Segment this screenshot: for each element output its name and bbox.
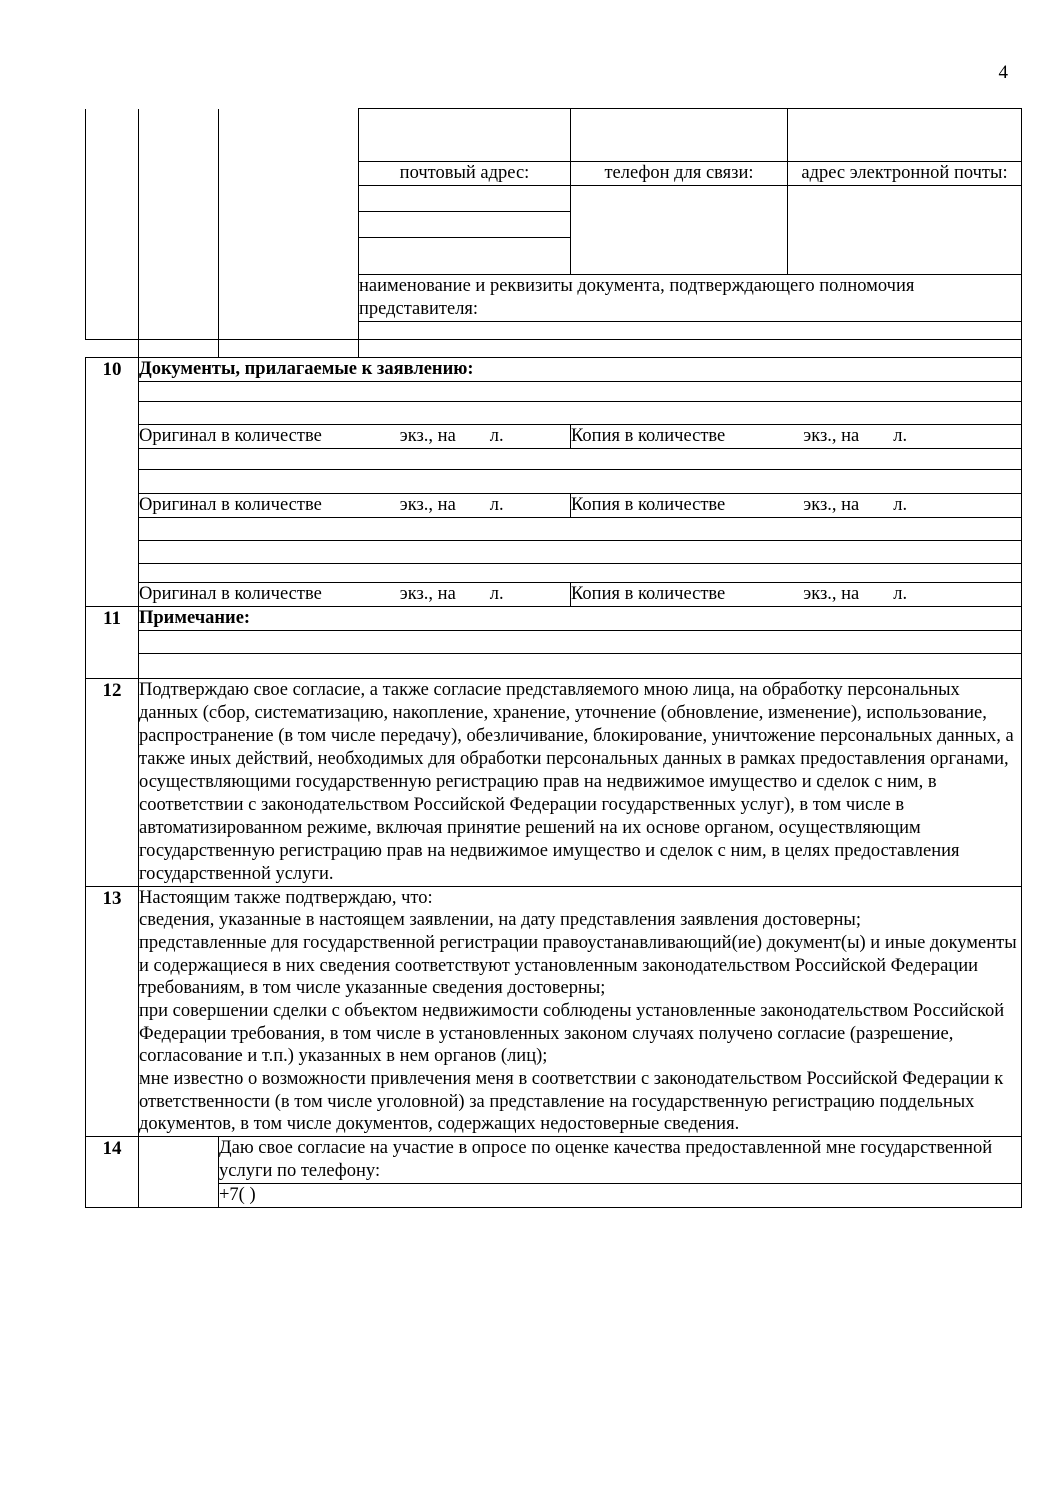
document-2-name-line-1[interactable] (139, 448, 1022, 469)
postal-address-blank-3[interactable] (359, 237, 571, 274)
section-12-row (86, 678, 1022, 886)
unit-sheets-c1: л. (893, 425, 908, 446)
page-number: 4 (998, 62, 1008, 83)
original-label: Оригинал в количестве (139, 425, 322, 446)
table-row (86, 563, 1022, 582)
copy-label: Копия в количестве (571, 425, 726, 446)
unit-sheets-3: л. (489, 583, 504, 604)
document-1-original-qty[interactable] (139, 424, 571, 448)
unit-copies-c1: экз., на (803, 425, 860, 446)
original-label: Оригинал в количестве (139, 583, 322, 604)
unit-sheets-2: л. (489, 494, 504, 515)
section-12-number: 12 (86, 678, 139, 886)
section-12-consent-text: Подтверждаю свое согласие, а также согласие представляемого мною лица, на обработку персональных данных (сбор, систематизацию, накопление, хранение, уточнение (обновление, изменение), использование, распространение (в том числе передачу), обезличивание, блокирование, уничтожение персональных данных, а также иных действий, необходимых для обработки персональных данных в рамках предоставления органами, осуществляющими государственную регистрацию прав на недвижимое имущество и сделок с ним, в соответствии с законодательством Российской Федерации государственных услуг), в том числе в автоматизированном режиме, включая принятие решений на их основе органом, осуществляющим государственную регистрацию прав на недвижимое имущество и сделок с ним, в целях предоставления государственной услуги. (139, 678, 1022, 886)
table-row (86, 653, 1022, 678)
spacer-left-c (219, 339, 359, 357)
section-14-checkbox-cell[interactable] (139, 1137, 219, 1208)
unit-copies-1: экз., на (399, 425, 456, 446)
contact-phone-input[interactable] (571, 109, 788, 162)
table-row (86, 109, 1022, 162)
representative-doc-input-2[interactable] (359, 339, 1022, 357)
spacer-left-a (86, 339, 139, 357)
survey-phone-input[interactable]: +7( ) (219, 1184, 1022, 1208)
label-column-spacer-top (219, 109, 359, 340)
postal-address-input[interactable] (359, 109, 571, 162)
row-number-spacer-top (86, 109, 139, 340)
unit-copies-2: экз., на (399, 494, 456, 515)
table-row (86, 381, 1022, 401)
representative-doc-input-1[interactable] (359, 321, 1022, 339)
section-10-number: 10 (86, 357, 139, 606)
section-11-header-row (86, 606, 1022, 630)
section-13-confirmation-block (139, 886, 1022, 1136)
table-row (86, 582, 1022, 606)
section-13-item-2: представленные для государственной регистрации правоустанавливающий(ие) документ(ы) и иные документы и содержащиеся в них сведения соответствуют установленным законодательством Российской Федерации требованиям, в том числе указанные сведения достоверны; (139, 933, 1017, 999)
unit-sheets-c2: л. (893, 494, 908, 515)
document-2-copy-qty[interactable] (571, 493, 1022, 517)
table-row (86, 448, 1022, 469)
section-14-number: 14 (86, 1137, 139, 1208)
section-13-item-4: мне известно о возможности привлечения меня в соответствии с законодательством Российской Федерации к ответственности (в том числе уголовной) за представление на государственную регистрацию поддельных документов, в том числе документов, содержащих недостоверные сведения. (139, 1069, 1004, 1135)
postal-address-blank-1[interactable] (359, 185, 571, 211)
unit-sheets-1: л. (489, 425, 504, 446)
table-row (86, 401, 1022, 424)
document-3-name-line-3[interactable] (139, 563, 1022, 582)
section-14-row (86, 1137, 1022, 1184)
section-10-title: Документы, прилагаемые к заявлению: (139, 357, 1022, 381)
email-input[interactable] (788, 109, 1022, 162)
copy-label: Копия в количестве (571, 494, 726, 515)
email-label: адрес электронной почты: (788, 162, 1022, 186)
note-input-line-1[interactable] (139, 630, 1022, 653)
section-10-header-row (86, 357, 1022, 381)
postal-address-label: почтовый адрес: (359, 162, 571, 186)
unit-sheets-c3: л. (893, 583, 908, 604)
section-11-title: Примечание: (139, 606, 1022, 630)
table-row (86, 424, 1022, 448)
section-13-item-1: сведения, указанные в настоящем заявлении, на дату представления заявления достоверны; (139, 910, 861, 931)
unit-copies-c3: экз., на (803, 583, 860, 604)
contact-phone-blank-area[interactable] (571, 185, 788, 274)
document-3-name-line-2[interactable] (139, 540, 1022, 563)
section-13-number: 13 (86, 886, 139, 1136)
document-1-name-line-1[interactable] (139, 381, 1022, 401)
document-1-name-line-2[interactable] (139, 401, 1022, 424)
section-14-survey-consent-text: Даю свое согласие на участие в опросе по оценке качества предоставленной мне государственной услуги по телефону: (219, 1137, 1022, 1184)
email-blank-area[interactable] (788, 185, 1022, 274)
original-label: Оригинал в количестве (139, 494, 322, 515)
application-form-table (85, 108, 1022, 1208)
document-1-copy-qty[interactable] (571, 424, 1022, 448)
section-13-row (86, 886, 1022, 1136)
checkbox-column-spacer-top (139, 109, 219, 340)
document-3-original-qty[interactable] (139, 582, 571, 606)
copy-label: Копия в количестве (571, 583, 726, 604)
section-13-item-3: при совершении сделки с объектом недвижимости соблюдены установленные законодательством Российской Федерации требования, в том числе в установленных законом случаях получено согласие (разрешение, согласование и т.п.) указанных в нем органов (лиц); (139, 1001, 1005, 1067)
table-row (86, 493, 1022, 517)
table-row (86, 1184, 1022, 1208)
document-2-name-line-2[interactable] (139, 469, 1022, 493)
document-3-copy-qty[interactable] (571, 582, 1022, 606)
postal-address-blank-2[interactable] (359, 211, 571, 237)
section-13-intro: Настоящим также подтверждаю, что: (139, 887, 433, 908)
spacer-left-b (139, 339, 219, 357)
table-row (86, 339, 1022, 357)
representative-doc-label: наименование и реквизиты документа, подтверждающего полномочия представителя: (359, 274, 1022, 321)
table-row (86, 517, 1022, 540)
unit-copies-c2: экз., на (803, 494, 860, 515)
table-row (86, 469, 1022, 493)
document-2-original-qty[interactable] (139, 493, 571, 517)
document-3-name-line-1[interactable] (139, 517, 1022, 540)
contact-phone-label: телефон для связи: (571, 162, 788, 186)
unit-copies-3: экз., на (399, 583, 456, 604)
section-11-number: 11 (86, 606, 139, 678)
table-row (86, 630, 1022, 653)
note-input-line-2[interactable] (139, 653, 1022, 678)
table-row (86, 540, 1022, 563)
